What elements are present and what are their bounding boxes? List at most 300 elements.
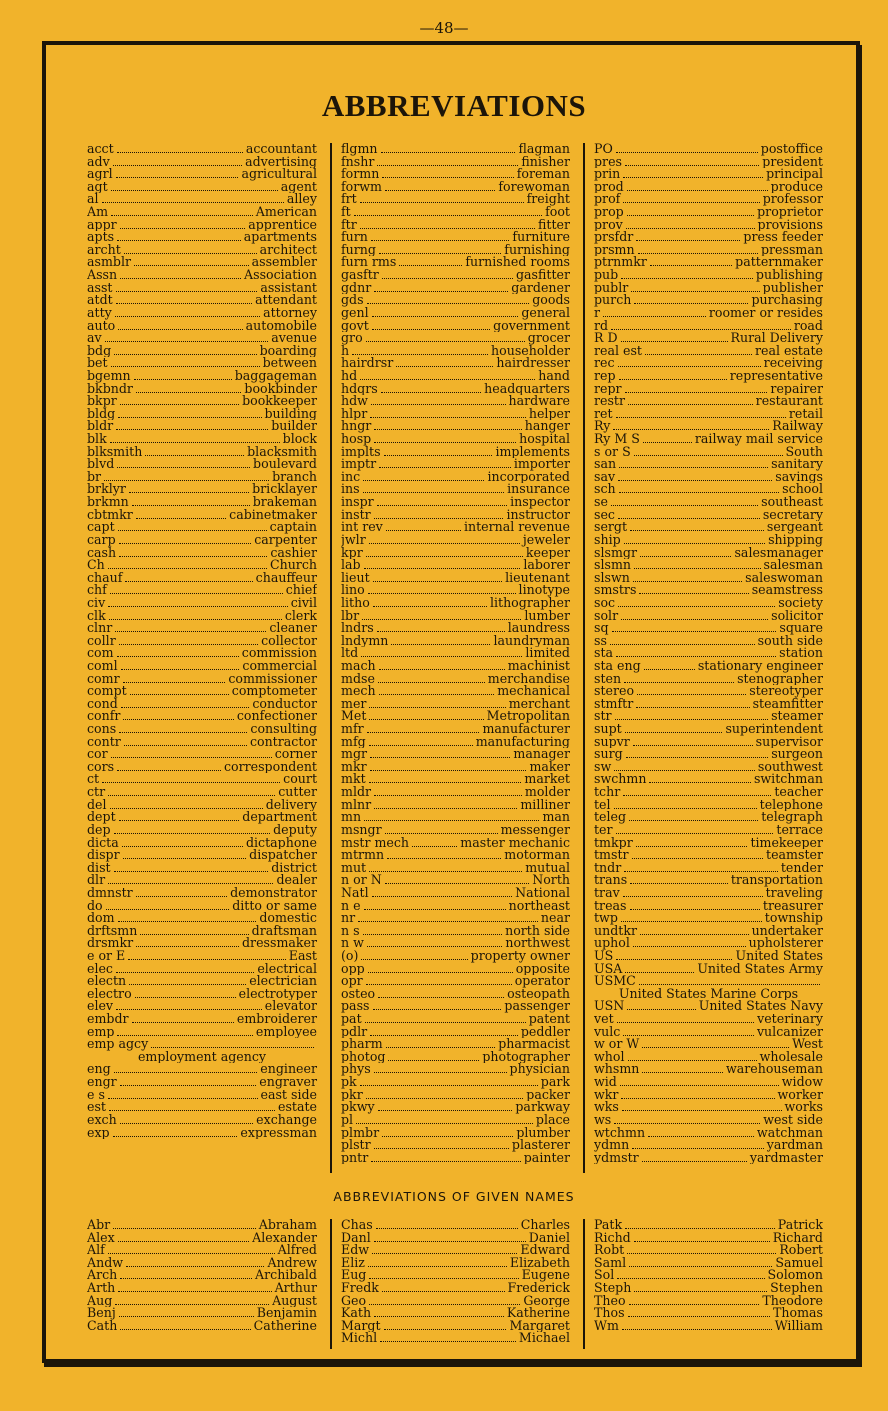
abbreviation: tel [594, 798, 611, 812]
expansion: clerk [284, 609, 317, 623]
abbreviation: Ry M S [594, 433, 640, 446]
abbreviation: capt [87, 521, 115, 534]
dot-leader [361, 648, 522, 657]
abbreviation-entry [594, 1051, 823, 1064]
dot-leader [119, 724, 247, 733]
expansion: peddler [520, 1025, 570, 1039]
abbreviation-entry [341, 1257, 570, 1270]
abbreviation: ws [594, 1113, 612, 1127]
abbreviation: int rev [341, 521, 383, 534]
abbreviation: wkr [594, 1088, 619, 1102]
expansion: expressman [240, 1126, 317, 1140]
abbreviation: furng [341, 243, 376, 257]
dot-leader [124, 245, 257, 254]
dot-leader [120, 1321, 250, 1330]
abbreviation-entry [341, 395, 570, 408]
dot-leader [628, 396, 753, 405]
abbreviation: govt [341, 319, 369, 333]
abbreviation: e s [87, 1088, 105, 1102]
abbreviation: ss [594, 634, 607, 648]
abbreviation-entry [87, 761, 317, 774]
abbreviation-entry [594, 950, 823, 963]
abbreviation: av [87, 332, 102, 345]
expansion: Benjamin [256, 1307, 317, 1320]
dot-leader [627, 1001, 695, 1010]
abbreviation-entry [594, 458, 823, 471]
dot-leader [108, 1245, 275, 1254]
dot-leader [625, 1220, 775, 1229]
dot-leader [634, 1233, 770, 1242]
dot-leader [363, 472, 484, 481]
expansion: yardman [766, 1139, 823, 1152]
abbreviation-entry [594, 307, 823, 320]
abbreviation-entry [594, 1269, 823, 1282]
abbreviation-entry [341, 1063, 570, 1076]
page-title: ABBREVIATIONS [321, 88, 587, 123]
dot-leader [642, 1039, 789, 1048]
expansion: electrical [257, 962, 317, 976]
abbreviation-entry [87, 975, 317, 988]
expansion: employee [255, 1025, 317, 1039]
expansion: electrotyper [238, 987, 317, 1001]
dot-leader [624, 674, 734, 683]
abbreviation-entry [341, 1320, 570, 1333]
abbreviation: solr [594, 609, 619, 623]
dot-leader [625, 724, 723, 733]
expansion: Daniel [528, 1231, 570, 1245]
dot-leader [366, 333, 525, 342]
dot-leader [114, 346, 256, 355]
dot-leader [118, 1233, 249, 1242]
abbreviation-entry [341, 357, 570, 370]
dot-leader [360, 371, 535, 380]
dot-leader [633, 938, 746, 947]
abbreviation: Alex [87, 1231, 115, 1245]
expansion: importer [513, 458, 570, 471]
expansion: lumber [524, 609, 570, 623]
abbreviation-entry [594, 799, 823, 812]
abbreviation: opp [341, 962, 365, 976]
given-names-column-2 [341, 1219, 570, 1345]
expansion: traveling [765, 886, 823, 900]
expansion: attorney [263, 306, 317, 320]
abbreviation-entry [594, 975, 823, 988]
dot-leader [111, 749, 272, 758]
expansion: Richard [772, 1231, 823, 1245]
abbreviation-entry [87, 1307, 317, 1320]
abbreviation: n w [341, 937, 364, 950]
abbreviation: Steph [594, 1282, 632, 1295]
abbreviation-entry [594, 597, 823, 610]
dot-leader [614, 1115, 760, 1124]
expansion: bookkeeper [242, 395, 317, 408]
dot-leader [629, 812, 758, 821]
abbreviation: hdqrs [341, 382, 378, 396]
abbreviation-entry [87, 143, 317, 156]
expansion: pharmacist [498, 1038, 570, 1051]
abbreviation: inspr [341, 496, 374, 509]
abbreviation-entry [594, 193, 823, 206]
dot-leader [120, 220, 246, 229]
abbreviation: PO [594, 143, 613, 156]
abbreviation: frt [341, 193, 357, 207]
abbreviation: flgmn [341, 143, 378, 156]
abbreviation: embdr [87, 1013, 129, 1026]
abbreviation: n s [341, 924, 360, 938]
expansion: opposite [515, 962, 570, 976]
expansion: passenger [504, 1000, 570, 1014]
expansion: salesmanager [734, 546, 823, 560]
expansion: plumber [516, 1126, 570, 1140]
dot-leader [618, 358, 761, 367]
expansion: school [782, 483, 823, 497]
given-names-title: ABBREVIATIONS OF GIVEN NAMES [333, 1189, 575, 1204]
abbreviation: mkt [341, 773, 366, 787]
abbreviation: clk [87, 609, 106, 623]
abbreviation-entry [594, 761, 823, 774]
abbreviation-entry [594, 1307, 823, 1320]
expansion: National [515, 886, 570, 900]
expansion: Charles [520, 1219, 570, 1232]
abbreviation-entry [87, 181, 317, 194]
abbreviation-entry [594, 660, 823, 673]
expansion: property owner [470, 950, 570, 963]
dot-leader [124, 737, 247, 746]
expansion: dealer [276, 874, 317, 887]
expansion: press feeder [743, 231, 823, 244]
abbreviation-entry [87, 156, 317, 169]
abbreviation-entry [341, 1038, 570, 1051]
expansion: insurance [507, 483, 570, 497]
expansion: brakeman [252, 496, 317, 509]
dot-leader [104, 472, 269, 481]
abbreviation: apts [87, 231, 115, 244]
abbreviation-entry [594, 471, 823, 484]
abbreviation-entry [594, 332, 823, 345]
expansion: merchant [508, 697, 570, 711]
dot-leader [379, 686, 495, 695]
expansion: assembler [251, 256, 317, 270]
dot-leader [366, 976, 512, 985]
expansion: foreman [516, 168, 570, 181]
abbreviation: Thos [594, 1307, 625, 1320]
abbreviation-entry [341, 824, 570, 837]
dot-leader [614, 800, 757, 809]
dot-leader [627, 207, 754, 216]
expansion: internal revenue [463, 521, 570, 534]
abbreviation-entry [341, 748, 570, 761]
abbreviation-entry [87, 685, 317, 698]
abbreviation-entry [87, 849, 317, 862]
abbreviation-entry [594, 168, 823, 181]
abbreviation-entry [594, 395, 823, 408]
expansion: Robert [779, 1244, 823, 1257]
expansion: milliner [520, 798, 570, 812]
abbreviation: dist [87, 861, 111, 875]
abbreviation-entry [87, 320, 317, 333]
dot-leader [619, 371, 727, 380]
abbreviation-entry [87, 294, 317, 307]
abbreviation-entry [87, 837, 317, 850]
dot-leader [113, 157, 242, 166]
abbreviation-entry [594, 1063, 823, 1076]
abbreviation-entry [341, 458, 570, 471]
expansion: watchman [756, 1126, 823, 1140]
dot-leader [616, 951, 732, 960]
abbreviation: gdnr [341, 281, 372, 295]
abbreviation: purch [594, 294, 632, 307]
expansion: freight [526, 193, 570, 207]
expansion: Theodore [762, 1294, 823, 1308]
abbreviation: ct [87, 773, 100, 787]
abbreviation-entry [87, 1076, 317, 1089]
abbreviation-entry [87, 660, 317, 673]
abbreviation-entry [594, 673, 823, 686]
abbreviation: ft [341, 206, 351, 219]
abbreviation: mfg [341, 735, 366, 749]
abbreviation: drsmkr [87, 937, 134, 950]
dot-leader [633, 573, 742, 582]
abbreviation-entry [594, 748, 823, 761]
expansion: place [535, 1113, 570, 1127]
dot-leader [123, 711, 233, 720]
abbreviation-entry [594, 408, 823, 421]
dot-leader [118, 913, 257, 922]
abbreviation: Robt [594, 1244, 625, 1257]
dot-leader [631, 283, 759, 292]
expansion: captain [269, 521, 317, 534]
abbreviation: al [87, 193, 99, 207]
abbreviation-entry [87, 1013, 317, 1026]
abbreviation-entry [341, 282, 570, 295]
expansion: shipping [768, 533, 823, 547]
expansion: furnishing [504, 243, 570, 257]
abbreviation-entry [87, 925, 317, 938]
dot-leader [117, 648, 239, 657]
abbreviation: electro [87, 987, 132, 1001]
abbreviation: e or E [87, 950, 126, 963]
abbreviation: tmkpr [594, 836, 633, 850]
abbreviation: wks [594, 1101, 619, 1114]
abbreviation: gro [341, 332, 363, 345]
abbreviation-entry [341, 1332, 570, 1345]
abbreviation: dep [87, 823, 111, 837]
abbreviation-entry [594, 963, 823, 976]
expansion: American [255, 206, 317, 219]
abbreviation: emp agcy [87, 1038, 149, 1051]
expansion: roomer or resides [708, 306, 823, 320]
abbreviation: uphol [594, 937, 630, 950]
expansion: civil [290, 596, 317, 610]
abbreviation-entry [594, 937, 823, 950]
abbreviation-entry [594, 256, 823, 269]
abbreviation: ltd [341, 647, 359, 660]
dot-leader [617, 1014, 754, 1023]
dot-leader [616, 144, 758, 153]
abbreviation: treas [594, 899, 627, 913]
abbreviation: mer [341, 697, 367, 711]
abbreviation: brklyr [87, 483, 126, 497]
abbreviation: Ry [594, 420, 611, 434]
abbreviation: Theo [594, 1294, 626, 1308]
abbreviation: agrl [87, 168, 113, 181]
abbreviation: blksmith [87, 445, 143, 459]
expansion: block [282, 433, 317, 446]
expansion: attendant [255, 294, 317, 307]
abbreviation: Edw [341, 1244, 370, 1257]
abbreviation-entry [594, 282, 823, 295]
expansion: collector [261, 634, 317, 648]
abbreviation-entry [341, 887, 570, 900]
abbreviation: mach [341, 659, 376, 673]
abbreviation-entry [341, 912, 570, 925]
dot-leader [370, 762, 527, 771]
expansion: Railway [772, 420, 823, 434]
abbreviation: pass [341, 1000, 370, 1014]
dot-leader [361, 951, 467, 960]
abbreviation-entry [341, 975, 570, 988]
abbreviation-entry [341, 244, 570, 257]
expansion: United States Army [697, 962, 823, 976]
abbreviation-entry [594, 269, 823, 282]
dot-leader [629, 1258, 772, 1267]
abbreviation: twp [594, 912, 618, 925]
abbreviation-entry [87, 811, 317, 824]
dot-leader [642, 1153, 747, 1162]
abbreviation: cash [87, 546, 117, 560]
expansion: terrace [776, 823, 823, 837]
abbreviation-entry [594, 773, 823, 786]
dot-leader [115, 623, 266, 632]
expansion: Abraham [258, 1219, 317, 1232]
abbreviation: lieut [341, 571, 370, 585]
abbreviations-column-3 [594, 143, 823, 1164]
abbreviation-entry [594, 685, 823, 698]
abbreviation-entry [87, 307, 317, 320]
expansion: carpenter [254, 533, 317, 547]
abbreviation-entry [87, 799, 317, 812]
expansion: grocer [527, 332, 570, 345]
abbreviation: est [87, 1101, 106, 1114]
abbreviation: dom [87, 912, 115, 925]
dot-leader [387, 850, 501, 859]
expansion: telephone [759, 798, 823, 812]
dot-leader [385, 875, 529, 884]
abbreviation: swchmn [594, 773, 647, 787]
dot-leader [385, 182, 495, 191]
abbreviation: mstr mech [341, 836, 410, 850]
expansion: ditto or same [232, 899, 317, 913]
abbreviation: ship [594, 533, 621, 547]
abbreviation: bldg [87, 407, 116, 421]
expansion: furniture [512, 231, 570, 244]
abbreviation-entry [87, 446, 317, 459]
expansion: implements [495, 445, 570, 459]
dot-leader [117, 762, 221, 771]
abbreviation-entry [87, 1244, 317, 1257]
abbreviation: carp [87, 533, 116, 547]
expansion: Stephen [770, 1282, 823, 1295]
abbreviation: sw [594, 760, 612, 774]
expansion: West [792, 1038, 823, 1051]
abbreviation: n or N [341, 874, 382, 887]
abbreviation: agt [87, 180, 108, 194]
dot-leader [110, 800, 263, 809]
abbreviation-entry [87, 408, 317, 421]
abbreviation: Ch [87, 559, 105, 572]
abbreviation-entry [341, 1244, 570, 1257]
dot-leader [111, 207, 253, 216]
abbreviation: san [594, 458, 617, 471]
abbreviation: furn rms [341, 256, 397, 270]
dot-leader [616, 409, 786, 418]
abbreviation: USA [594, 962, 623, 976]
abbreviation-entry [341, 496, 570, 509]
abbreviation: chf [87, 584, 107, 597]
abbreviation: stmftr [594, 697, 634, 711]
abbreviation-entry [341, 1076, 570, 1089]
dot-leader [132, 497, 250, 506]
expansion: Michael [518, 1332, 570, 1346]
abbreviation: dispr [87, 849, 120, 862]
abbreviation: pat [341, 1013, 362, 1026]
abbreviation: bkpr [87, 395, 117, 408]
abbreviation: pres [594, 155, 622, 169]
abbreviation-entry [341, 1051, 570, 1064]
abbreviation-entry [87, 332, 317, 345]
abbreviation-entry [341, 988, 570, 1001]
abbreviation: engr [87, 1076, 117, 1089]
dot-leader [618, 472, 772, 481]
dot-leader [632, 850, 763, 859]
expansion: engineer [260, 1063, 317, 1077]
abbreviation-entry [341, 837, 570, 850]
abbreviation: sten [594, 672, 622, 686]
expansion: correspondent [223, 760, 317, 774]
abbreviation: osteo [341, 987, 376, 1001]
expansion: molder [524, 786, 570, 799]
abbreviation-entry [594, 446, 823, 459]
abbreviation-entry [594, 420, 823, 433]
abbreviation: Michl [341, 1332, 378, 1346]
abbreviation-entry [341, 862, 570, 875]
abbreviation: surg [594, 748, 623, 761]
abbreviation-entry [594, 206, 823, 219]
dot-leader [374, 434, 516, 443]
dot-leader [616, 648, 776, 657]
dot-leader [114, 825, 271, 834]
expansion: helper [528, 407, 570, 421]
expansion: forewoman [498, 180, 570, 194]
abbreviation: Danl [341, 1231, 371, 1245]
abbreviation: phys [341, 1063, 371, 1077]
expansion: builder [271, 420, 317, 434]
dot-leader [108, 1090, 258, 1099]
abbreviation-entry [87, 584, 317, 597]
abbreviation-entry [341, 320, 570, 333]
dot-leader [108, 787, 275, 796]
abbreviation-entry [87, 521, 317, 534]
abbreviation-entry [594, 181, 823, 194]
expansion: hand [538, 369, 570, 383]
dot-leader [611, 497, 758, 506]
abbreviation: pl [341, 1113, 354, 1127]
expansion: engraver [259, 1076, 317, 1089]
abbreviation-entry [87, 395, 317, 408]
dot-leader [102, 194, 284, 203]
expansion: delivery [265, 798, 317, 812]
expansion: seamstress [751, 584, 823, 597]
